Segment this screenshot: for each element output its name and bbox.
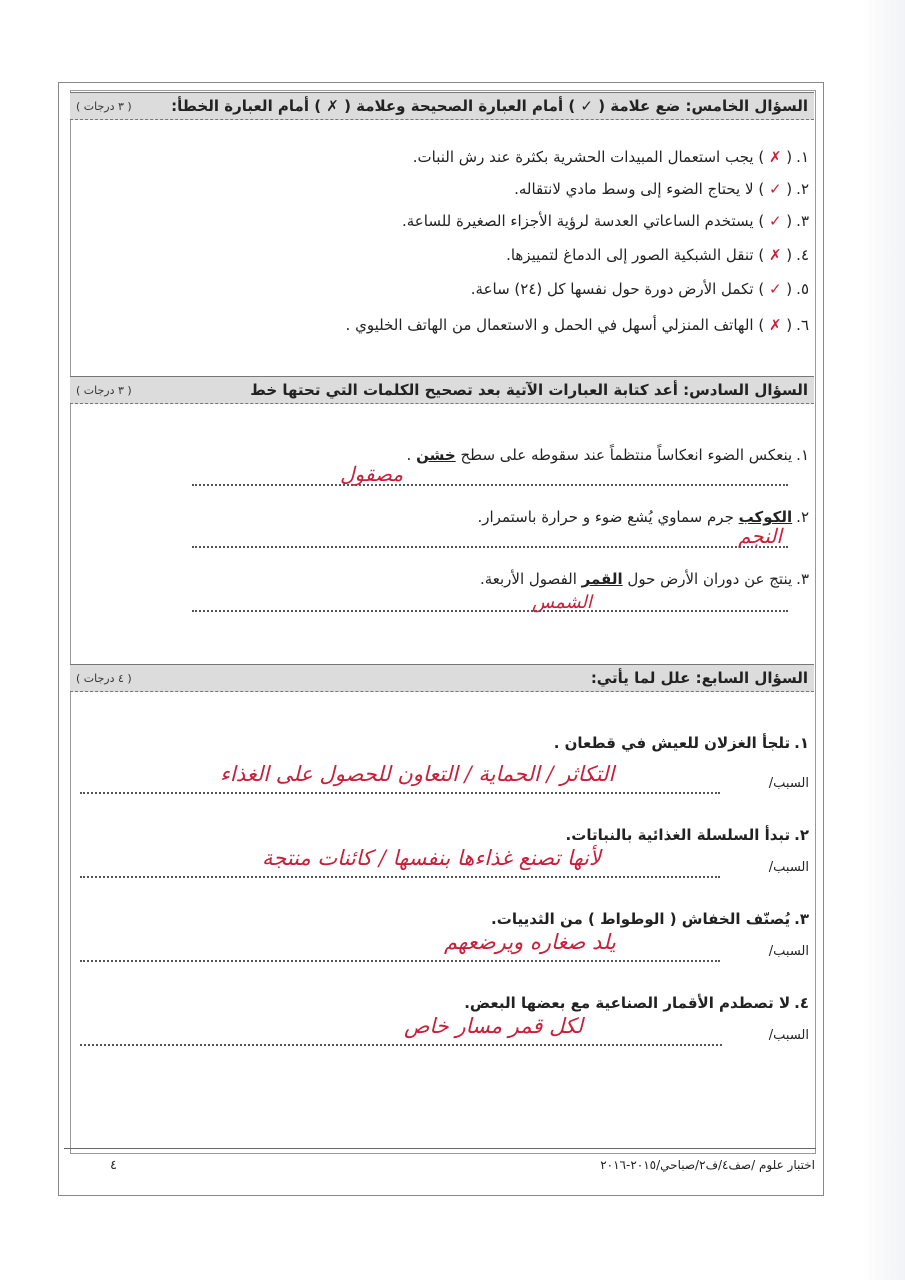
handwritten-answer: لكل قمر مسار خاص <box>404 1014 583 1038</box>
item-number: ٤. <box>796 246 809 264</box>
item-number: ٣. <box>794 910 809 928</box>
cross-mark-icon: ✗ <box>768 316 782 334</box>
handwritten-answer: لأنها تصنع غذاءها بنفسها / كائنات منتجة <box>262 846 601 870</box>
item-number: ١. <box>794 734 809 752</box>
cross-mark-icon: ✗ <box>768 246 782 264</box>
handwritten-answer: الشمس <box>532 592 592 613</box>
item-text: الهاتف المنزلي أسهل في الحمل و الاستعمال من الهاتف الخليوي . <box>345 316 754 334</box>
check-mark-icon: ✓ <box>768 180 782 198</box>
item-text: تنقل الشبكية الصور إلى الدماغ لتمييزها. <box>506 246 754 264</box>
item-number: ٣. <box>796 212 809 230</box>
underlined-word: خشن <box>416 446 456 464</box>
q5-item <box>506 246 809 264</box>
q6-title: السؤال السادس: أعد كتابة العبارات الآتية بعد تصحيح الكلمات التي تحتها خط <box>250 381 808 399</box>
cross-mark-icon: ✗ <box>768 148 782 166</box>
paren-close: ) <box>753 316 769 334</box>
paren-close: ) <box>753 246 769 264</box>
underlined-word: الكوكب <box>738 508 793 526</box>
item-number: ٢. <box>796 180 809 198</box>
item-text: ينتج عن دوران الأرض حول <box>627 570 793 588</box>
item-number: ٤. <box>794 994 809 1012</box>
q7-title: السؤال السابع: علل لما يأتي: <box>590 669 808 687</box>
page-number: ٤ <box>110 1158 117 1173</box>
item-text: لا تصطدم الأقمار الصناعية مع بعضها البعض. <box>464 994 791 1012</box>
item-text: يجب استعمال المبيدات الحشرية بكثرة عند رش النبات. <box>412 148 754 166</box>
item-number: ١. <box>796 148 809 166</box>
item-number: ٢. <box>796 508 809 526</box>
paren-close: ) <box>753 180 769 198</box>
answer-line <box>80 1044 722 1046</box>
q7-marks: ( ٤ درجات ) <box>76 671 132 685</box>
footer-divider <box>64 1148 816 1149</box>
paren-open: ( <box>781 180 793 198</box>
item-text: الفصول الأربعة. <box>479 570 577 588</box>
q6-header <box>70 376 814 404</box>
item-number: ١. <box>796 446 809 464</box>
paren-open: ( <box>781 316 793 334</box>
item-text: تلجأ الغزلان للعيش في قطعان . <box>553 734 791 752</box>
scan-edge-shadow <box>862 0 905 1280</box>
q6-item <box>407 446 809 464</box>
sabab-label: السبب/ <box>768 1028 809 1043</box>
answer-line <box>80 960 720 962</box>
q5-marks: ( ٣ درجات ) <box>76 99 132 113</box>
paren-close: ) <box>753 212 769 230</box>
handwritten-answer: التكاثر / الحماية / التعاون للحصول على الغذاء <box>220 762 615 786</box>
item-number: ٥. <box>796 280 809 298</box>
item-text: . <box>406 446 412 464</box>
paren-open: ( <box>781 212 793 230</box>
item-text: ينعكس الضوء انعكاساً منتظماً عند سقوطه على سطح <box>460 446 793 464</box>
item-text: تكمل الأرض دورة حول نفسها كل (٢٤) ساعة. <box>470 280 754 298</box>
q5-item <box>402 212 809 230</box>
q5-item <box>346 316 809 334</box>
item-text: جرم سماوي يُشع ضوء و حرارة باستمرار. <box>477 508 734 526</box>
q7-header <box>70 664 814 692</box>
q7-item <box>554 734 809 752</box>
answer-line <box>80 876 720 878</box>
paren-open: ( <box>781 148 793 166</box>
answer-line <box>80 792 720 794</box>
q7-item <box>566 826 809 844</box>
paren-close: ) <box>753 280 769 298</box>
q5-item <box>471 280 809 298</box>
q5-title: السؤال الخامس: ضع علامة ( ✓ ) أمام العبارة الصحيحة وعلامة ( ✗ ) أمام العبارة الخطأ: <box>171 97 808 115</box>
q5-header <box>70 92 814 120</box>
answer-line <box>192 484 788 486</box>
item-number: ٣. <box>796 570 809 588</box>
answer-line <box>192 610 788 612</box>
sabab-label: السبب/ <box>768 776 809 791</box>
q6-marks: ( ٣ درجات ) <box>76 383 132 397</box>
handwritten-answer: النجم <box>738 524 782 548</box>
handwritten-answer: مصقول <box>340 462 404 486</box>
answer-line <box>192 546 788 548</box>
q5-item <box>514 180 809 198</box>
sabab-label: السبب/ <box>768 860 809 875</box>
paren-open: ( <box>781 246 793 264</box>
q7-item <box>464 994 809 1012</box>
item-text: يستخدم الساعاتي العدسة لرؤية الأجزاء الصغيرة للساعة. <box>401 212 754 230</box>
q5-item <box>413 148 809 166</box>
item-number: ٦. <box>796 316 809 334</box>
check-mark-icon: ✓ <box>768 212 782 230</box>
sabab-label: السبب/ <box>768 944 809 959</box>
handwritten-answer: يلد صغاره ويرضعهم <box>444 930 616 954</box>
exam-info: اختبار علوم /صف٤/ف٢/صباحي/٢٠١٥-٢٠١٦ <box>600 1158 815 1172</box>
item-text: لا يحتاج الضوء إلى وسط مادي لانتقاله. <box>514 180 754 198</box>
q6-item <box>480 570 809 588</box>
check-mark-icon: ✓ <box>768 280 782 298</box>
paren-close: ) <box>753 148 769 166</box>
q7-item <box>491 910 809 928</box>
paren-open: ( <box>781 280 793 298</box>
item-number: ٢. <box>794 826 809 844</box>
item-text: يُصنّف الخفاش ( الوطواط ) من الثدييات. <box>491 910 791 928</box>
item-text: تبدأ السلسلة الغذائية بالنباتات. <box>565 826 791 844</box>
underlined-word: القمر <box>581 570 623 588</box>
